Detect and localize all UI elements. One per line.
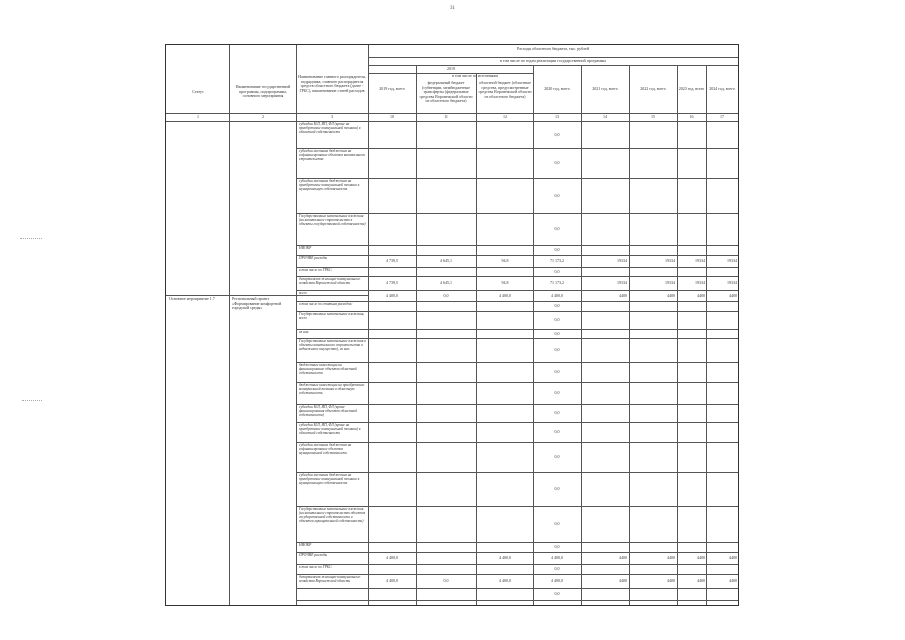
row-cell-g: 19334 [695,258,705,263]
row-cell-h: 4400 [729,555,737,560]
row-cell-h: 19334 [727,280,737,285]
row-status: Основное мероприятие 1.7 [169,296,215,301]
row-cell-d: 0,0 [554,131,560,137]
row-cell-g: 4400 [697,292,705,298]
row-cell-b: 0,0 [443,292,449,298]
row-cell-h: 4400 [729,578,737,583]
header-funding-title: Расходы областного бюджета, тыс. рублей [517,46,589,51]
row-cell-f: 19334 [665,258,675,263]
row-cell-d: 0,0 [554,390,560,395]
row-cell-c: 4 400,0 [499,292,511,298]
col-number: 11 [444,114,448,119]
row-divider [296,600,738,601]
row-cell-d: 71 173,2 [550,280,564,285]
row-label: Государственные капитальные вложения (на капитальное строительство объектов государственной собственности и объектов муниципальной собственности) [299,507,366,524]
row-cell-d: 0,0 [554,268,560,274]
header-funding-sub: в том числе по годам реализации государственной программы [499,58,606,63]
col-number: 14 [603,114,607,119]
col-number: 15 [651,114,655,119]
row-cell-a: 4 400,0 [386,292,398,298]
row-cell-c: 4 400,0 [499,578,511,583]
row-label: субсидии местным бюджетам на софинансирование объектов муниципальной собственности [299,443,352,456]
header-2021: 2021 год, всего [592,86,618,91]
header-regional: областной бюджет (областные средства, предусмотренные средства Воронежской области из областного бюджета) [478,80,532,99]
row-cell-c: 4 400,0 [499,555,511,560]
row-cell-d: 0,0 [554,247,560,252]
row-cell-e: 19334 [617,258,627,263]
row-cell-d: 0,0 [554,486,560,491]
row-cell-d: 0,0 [554,330,560,336]
header-federal: федеральный бюджет (субвенции, межбюджетные трансферты (федеральные средства Воронежской области из областного бюджета) [419,80,473,104]
row-cell-d: 0,0 [554,369,560,374]
row-cell-e: 19334 [617,280,627,285]
row-cell-b: 4 645,1 [440,280,452,285]
row-label: в том числе по ГРБС: [299,565,333,569]
row-cell-a: 4 400,0 [386,578,398,583]
row-cell-h: 4400 [729,292,737,298]
col-number: 12 [503,114,507,119]
row-cell-a: 4 739,5 [386,280,398,285]
row-cell-f: 4400 [667,555,675,560]
header-2024: 2024 год, всего [709,86,735,91]
row-cell-d: 71 173,2 [550,258,564,263]
header-year-2019: 2019 [447,66,455,71]
row-cell-h: 19334 [727,258,737,263]
row-cell-c: 94,8 [501,280,509,285]
header-program-name: Наименование государственной программы, подпрограммы, основного мероприятия [235,84,291,99]
col-number: 16 [689,114,694,119]
row-cell-e: 4400 [619,555,627,560]
col-number: 1 [197,114,199,119]
row-cell-f: 19334 [665,280,675,285]
row-label: Государственные капитальные вложения (на капитальное строительство в объекты государственной собственности) [299,214,366,227]
col-number: 2 [262,114,264,119]
row-cell-a: 4 739,5 [386,258,398,263]
row-cell-d: 4 400,0 [551,555,563,560]
row-label: НИОКР [299,246,312,250]
header-incl: в том числе по источникам [452,73,498,78]
row-label: Государственные капитальные вложения, всего [299,312,365,321]
col-number: 17 [720,114,724,119]
header-2023: 2023 год, всего [678,86,705,91]
row-cell-d: 0,0 [554,544,560,549]
row-cell-g: 4400 [697,555,705,560]
row-cell-e: 4400 [619,578,627,583]
header-source: Наименование главного распорядителя, подрядчика, главного распорядителя средств областного бюджета (далее - ГРБС), наименование статей расходов [298,74,366,93]
row-cell-d: 0,0 [554,521,560,526]
row-cell-b: 4 645,1 [440,258,452,263]
row-label: субсидии ЮЛ, ИП, ФЛ (кроме финансирования объектов областной собственности) [299,405,358,418]
row-cell-d: 4 400,0 [551,578,563,583]
budget-table [165,44,739,606]
row-cell-d: 0,0 [554,303,560,308]
row-label: всего [299,291,307,295]
header-status: Статус [192,89,204,94]
row-cell-g: 19334 [695,280,705,285]
header-2019-total: 2019 год, всего [379,86,405,91]
row-cell-b: 0,0 [443,578,449,583]
header-2020: 2020 год, всего [544,86,570,91]
row-label: из них: [299,330,310,334]
row-cell-d: 0,0 [554,347,560,352]
row-label: департамент жилищно-коммунального хозяйства Воронежской области [299,575,361,584]
row-cell-c: 94,8 [501,258,509,263]
row-label: бюджетные инвестиции на приобретение коммунальной техники в областную собственность [299,383,365,396]
row-divider [296,588,738,589]
row-label: субсидии местным бюджетам на приобретение коммунальной техники в муниципальную собственность [299,179,360,192]
col-number: 13 [555,114,559,119]
col-number: 10 [390,114,394,119]
row-label: субсидии местным бюджетам на приобретение коммунальной техники в муниципальную собственность [299,473,360,486]
row-label: ПРОЧИЕ расходы [299,256,328,260]
row-cell-d: 0,0 [554,454,560,459]
page-number: 31 [450,6,455,11]
row-label: в том числе по ГРБС: [299,268,333,272]
row-label: Государственные капитальные вложения в объекты капитального строительства и недвижимое имущество), из них: [299,339,366,352]
row-label: НИОКР [299,543,312,547]
header-2022: 2022 год, всего [640,86,666,91]
row-label: ПРОЧИЕ расходы [299,553,328,557]
row-cell-d: 0,0 [554,226,560,231]
row-cell-f: 4400 [667,578,675,583]
row-cell-d: 0,0 [554,591,560,596]
row-label: субсидии ЮЛ, ИП, ФЛ (кроме на приобретение коммунальной техники) в областной собственности [299,423,361,436]
row-cell-d: 0,0 [554,160,560,165]
row-label: субсидии местным бюджетам на софинансирование объектов капитального строительства [299,149,366,162]
row-label: в том числе по статьям расходов: [299,302,353,306]
row-cell-d: 0,0 [554,566,560,571]
row-cell-d: 0,0 [554,410,560,415]
row-cell-d: 4 400,0 [551,292,563,298]
row-cell-d: 0,0 [554,429,560,434]
row-cell-e: 4400 [619,292,627,298]
row-cell-d: 0,0 [554,192,560,198]
row-label: бюджетные инвестиции на финансирование объектов областной собственности [299,363,357,376]
col-number: 3 [331,114,333,119]
row-cell-g: 4400 [697,578,705,583]
row-cell-f: 4400 [667,292,675,298]
row-label: департамент жилищно-коммунального хозяйства Воронежской области [299,277,361,286]
row-label: субсидии ЮЛ, ИП, ФЛ (кроме на приобретение коммунальной техники) в областной собственности [299,122,361,135]
row-project-name: Региональный проект «Формирование комфортной городской среды» [232,296,282,311]
row-cell-d: 0,0 [554,317,560,322]
row-cell-a: 4 400,0 [386,555,398,560]
